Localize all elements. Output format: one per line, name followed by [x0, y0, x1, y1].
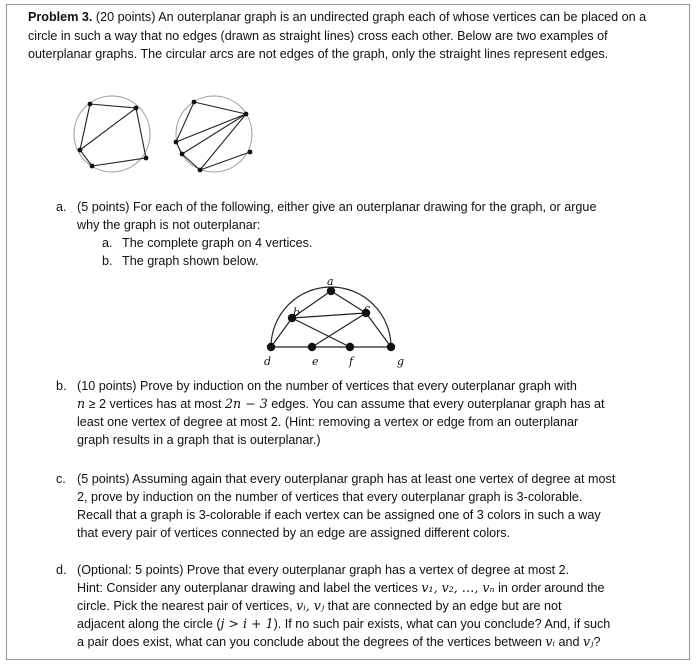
part-d-line-1: (Optional: 5 points) Prove that every outerplanar graph has a vertex of degree at most 2. [77, 563, 570, 577]
part-b-marker: b. [56, 379, 67, 393]
part-d-marker: d. [56, 563, 67, 577]
intro-line-4: represent edges. [513, 47, 609, 61]
part-d-line-5: a pair does exist, what can you conclude about the degrees of the vertices between vᵢ and vⱼ? [77, 634, 601, 649]
vertex-label-f: f [349, 355, 354, 368]
part-a-marker: a. [56, 200, 67, 214]
part-d-line-4: adjacent along the circle (j > i + 1). If no such pair exists, what can you conclude? And, if such [77, 616, 611, 631]
example-graph-2-edges [176, 102, 250, 170]
part-c-line-2: 2, prove by induction on the number of vertices that every outerplanar graph is 3-colorable. [77, 490, 583, 504]
example-graph-1-edges [80, 104, 146, 166]
part-c-line-3: Recall that a graph is 3-colorable if each vertex can be assigned one of 3 colors in such a way [77, 508, 601, 522]
vertex-label-g: g [397, 355, 405, 368]
vertex-label-b: b [293, 306, 301, 319]
math-vertex-sequence: v₁, v₂, …, vₙ [421, 580, 495, 595]
part-b-line-4: graph results in a graph that is outerplanar.) [77, 433, 321, 447]
problem-intro [28, 8, 668, 64]
part-a-sub-b-text: The graph shown below. [122, 254, 259, 268]
part-a-graph-figure [255, 272, 415, 372]
math-j-gt-i-plus-1: j > i + 1 [220, 616, 274, 631]
part-b-line-1: (10 points) Prove by induction on the number of vertices that every outerplanar graph with [77, 379, 577, 393]
example-graph-1-circle [74, 96, 150, 172]
part-a-graph-vertices [267, 287, 395, 351]
part-a-sub-a-marker: a. [102, 236, 113, 250]
part-a-sub-b-marker: b. [102, 254, 113, 268]
math-edge-bound: 2n − 3 [225, 396, 268, 411]
part-c-line-1: (5 points) Assuming again that every outerplanar graph has at least one vertex of degree at most [77, 472, 616, 486]
part-a-line-2: why the graph is not outerplanar: [77, 218, 261, 232]
math-n: n [77, 396, 86, 411]
vertex-label-d: d [264, 355, 272, 368]
part-a-sub-a-text: The complete graph on 4 vertices. [122, 236, 313, 250]
part-d-line-2: Hint: Consider any outerplanar drawing and label the vertices v₁, v₂, …, vₙ in order around the [77, 580, 605, 595]
intro-line-1: (20 points) An outerplanar graph is an undirected graph each of whose vertices can be [95, 10, 578, 24]
vertex-label-a: a [327, 275, 334, 288]
intro-line-3: examples of outerplanar graphs. The circular arcs are not edges of the graph, only the straight lines [28, 28, 608, 61]
math-vi: vᵢ [545, 634, 556, 649]
example-graphs-figure [70, 92, 260, 182]
part-b-line-2: n ≥ 2 vertices has at most 2n − 3 edges. You can assume that every outerplanar graph has at [77, 396, 605, 411]
vertex-label-e: e [312, 355, 319, 368]
part-c-marker: c. [56, 472, 66, 486]
problem-heading: Problem 3. [28, 10, 93, 24]
part-d-line-3: circle. Pick the nearest pair of vertices, vᵢ, vⱼ that are connected by an edge but are not [77, 598, 562, 613]
part-b-line-3: least one vertex of degree at most 2. (Hint: removing a vertex or edge from an outerplanar [77, 415, 579, 429]
math-vi-vj: vᵢ, vⱼ [296, 598, 325, 613]
part-c-line-4: that every pair of vertices connected by an edge are assigned different colors. [77, 526, 511, 540]
vertex-label-c: c [364, 302, 371, 315]
part-a-line-1: (5 points) For each of the following, either give an outerplanar drawing for the graph, or argue [77, 200, 597, 214]
intro-line-2: placed on a circle in such a way that no edges (drawn as straight lines) cross each other. Below are two [28, 10, 647, 43]
math-vj: vⱼ [583, 634, 594, 649]
